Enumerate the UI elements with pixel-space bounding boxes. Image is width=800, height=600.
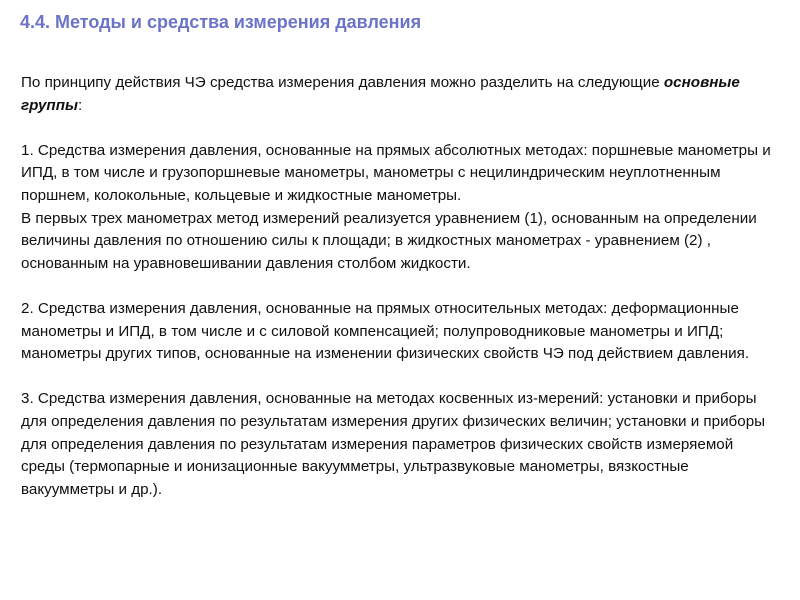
intro-paragraph	[21, 72, 781, 117]
spacer	[21, 275, 781, 298]
intro-emphasis: основные группы	[21, 74, 740, 114]
slide-body	[21, 72, 781, 501]
spacer	[21, 117, 781, 140]
group-3-paragraph: 3. Средства измерения давления, основанные на методах косвенных из-мерений: установки и приборы для определения давления по результатам измерения других физических величин; установки и приборы для определения давления по результатам измерения параметров физических свойств измеряемой среды (термопарные и ионизационные вакуумметры, ультразвуковые манометры, вязкостные вакуумметры и др.).	[21, 390, 766, 498]
intro-text: По принципу действия ЧЭ средства измерения давления можно разделить на следующие	[21, 74, 664, 91]
group-1-note: В первых трех манометрах метод измерений реализуется уравнением (1), основанным на определении величины давления по отношению силы к площади; в жидкостных манометрах - уравнением (2) , основанным на уравновешивании давления столбом жидкости.	[21, 209, 757, 272]
group-2-paragraph: 2. Средства измерения давления, основанные на прямых относительных методах: деформационные манометры и ИПД, в том числе и с силовой компенсацией; полупроводниковые манометры и ИПД; манометры других типов, основанные на изменении физических свойств ЧЭ под действием давления.	[21, 299, 750, 363]
slide-title: 4.4. Методы и средства измерения давления	[20, 12, 422, 32]
intro-colon: :	[77, 96, 83, 114]
group-1-paragraph: 1. Средства измерения давления, основанные на прямых абсолютных методах: поршневые манометры и ИПД, в том числе и грузопоршневые манометры, манометры с нецилиндрическим неуплотненным поршнем, колокольные, кольцевые и жидкостные манометры.	[21, 141, 771, 204]
spacer	[21, 366, 781, 389]
